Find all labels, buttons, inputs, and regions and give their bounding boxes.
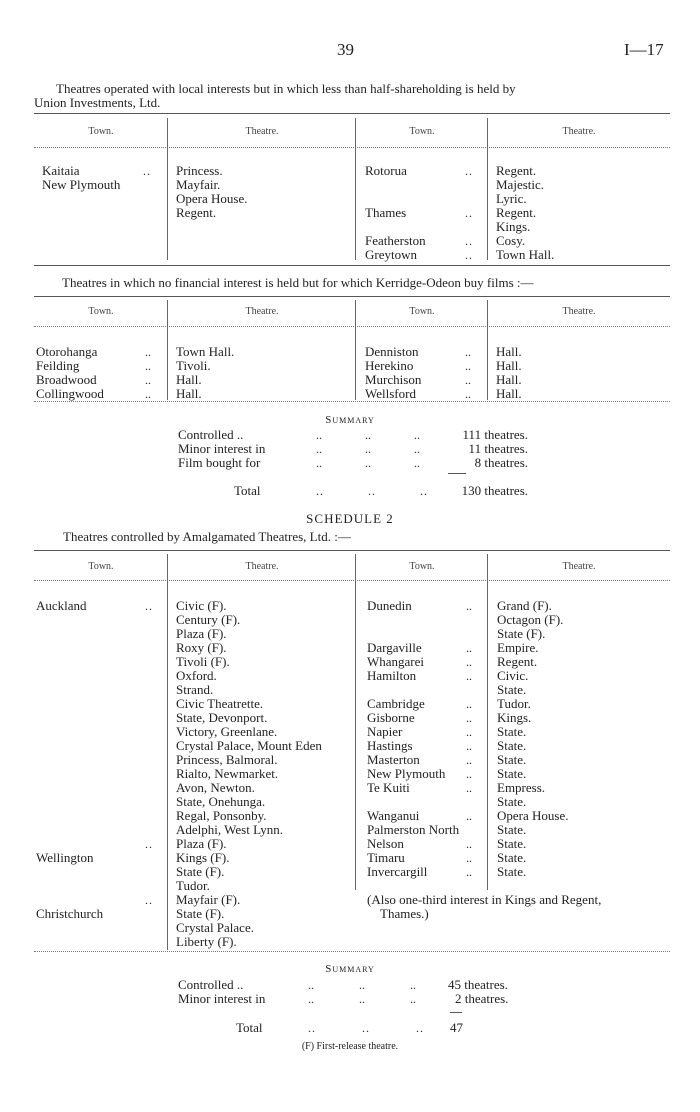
- schedule2-col-divider-2: [355, 554, 356, 890]
- section2-header-rule: [34, 326, 670, 327]
- section2-right-theatres: [496, 345, 522, 401]
- table-cell-theatre: Hall.: [496, 386, 522, 401]
- schedule2-top-rule: [34, 550, 670, 551]
- table-cell-theatre: Crystal Palace.: [176, 920, 254, 935]
- summary-value: 111 theatres.: [462, 427, 528, 442]
- schedule2-col-divider-1: [167, 554, 168, 950]
- section2-col-divider-3: [487, 300, 488, 400]
- table-cell-town: Thames: [365, 205, 407, 220]
- schedule2-header-rule: [34, 580, 670, 581]
- table-cell-theatre: State, Devonport.: [176, 710, 268, 725]
- table-cell-town: Herekino: [365, 358, 414, 373]
- table-cell-theatre: Hall.: [496, 344, 522, 359]
- summary-value: 2 theatres.: [455, 991, 509, 1006]
- leader-dots: .. .. ..: [316, 484, 428, 498]
- section1-header-town-right: Town.: [409, 126, 435, 137]
- table-cell-theatre: Civic Theatrette.: [176, 696, 264, 711]
- schedule2-left-theatres: [176, 599, 322, 949]
- table-cell-town: Dunedin: [367, 598, 412, 613]
- table-cell-theatre: State.: [497, 850, 527, 865]
- table-cell-town: [365, 192, 426, 206]
- table-cell-town: Featherston: [365, 233, 426, 248]
- table-cell-town: Auckland: [36, 598, 87, 613]
- table-cell-theatre: Strand.: [176, 682, 214, 697]
- summary2-title: Summary: [325, 963, 375, 975]
- table-cell-town: Christchurch: [36, 906, 104, 921]
- leader-dots: ..: [465, 206, 473, 220]
- table-cell-theatre: Majestic.: [496, 177, 545, 192]
- schedule2-header-theatre-right: Theatre.: [562, 561, 596, 572]
- section1-header-theatre-right: Theatre.: [562, 126, 596, 137]
- table-cell-town: Nelson: [367, 836, 404, 851]
- section1-left-towns: [42, 164, 120, 192]
- section1-intro-line2: Union Investments, Ltd.: [34, 95, 161, 110]
- summary-label: Controlled ..: [178, 427, 244, 442]
- section2-left-theatres: [176, 345, 234, 401]
- section2-bottom-rule: [34, 401, 670, 402]
- section1-intro-line1: Theatres operated with local interests but in which less than half-shareholding is held by: [56, 81, 516, 96]
- table-cell-theatre: Plaza (F).: [176, 836, 227, 851]
- table-cell-town: Whangarei: [367, 654, 425, 669]
- table-cell-theatre: Town Hall.: [176, 344, 235, 359]
- section2-left-leaders: .. .. .. ..: [145, 345, 151, 401]
- section1-col-divider-2: [355, 118, 356, 260]
- footnote: (F) First-release theatre.: [301, 1041, 399, 1052]
- table-cell-theatre: Mayfair (F).: [176, 892, 241, 907]
- table-cell-theatre: Roxy (F).: [176, 640, 227, 655]
- section1-right-towns: [365, 164, 426, 262]
- table-cell-theatre: Kings (F).: [176, 850, 230, 865]
- summary-label: Minor interest in: [178, 441, 266, 456]
- table-cell-town: Denniston: [365, 344, 419, 359]
- table-cell-theatre: Regent.: [496, 205, 537, 220]
- schedule2-left-towns: [36, 599, 103, 921]
- table-cell-theatre: State.: [497, 794, 527, 809]
- table-cell-theatre: Hall.: [496, 372, 522, 387]
- table-cell-town: Wellington: [36, 850, 94, 865]
- summary-label: Controlled ..: [178, 977, 244, 992]
- table-cell-theatre: Hall.: [496, 358, 522, 373]
- table-cell-theatre: Mayfair.: [176, 177, 221, 192]
- table-cell-town: Te Kuiti: [367, 780, 410, 795]
- schedule2-col-divider-3: [487, 554, 488, 890]
- table-cell-theatre: State (F).: [176, 864, 225, 879]
- table-cell-theatre: State.: [497, 766, 527, 781]
- table-cell-theatre: Rialto, Newmarket.: [176, 766, 279, 781]
- table-cell-town: Hastings: [367, 738, 413, 753]
- table-cell-theatre: State.: [497, 724, 527, 739]
- section1-left-theatres: [176, 164, 247, 220]
- table-cell-theatre: Adelphi, West Lynn.: [176, 822, 284, 837]
- table-cell-theatre: Plaza (F).: [176, 626, 227, 641]
- table-cell-town: Dargaville: [367, 640, 422, 655]
- schedule2-bottom-rule: [34, 951, 670, 952]
- table-cell-theatre: Victory, Greenlane.: [176, 724, 278, 739]
- table-cell-theatre: Tudor.: [497, 696, 531, 711]
- table-cell-theatre: Tivoli.: [176, 358, 211, 373]
- table-cell-theatre: Crystal Palace, Mount Eden: [176, 738, 322, 753]
- section2-left-towns: [36, 345, 104, 401]
- summary1-leaders: .. .. .. .. .. .. .. .. ..: [316, 428, 420, 470]
- summary2-total-label: Total: [236, 1020, 263, 1035]
- table-cell-theatre: Regent.: [496, 163, 537, 178]
- section2-header-theatre-right: Theatre.: [562, 306, 596, 317]
- table-cell-theatre: Octagon (F).: [497, 612, 564, 627]
- table-cell-theatre: State, Onehunga.: [176, 794, 266, 809]
- leader-dots: .. .. ..: [308, 1021, 424, 1035]
- table-cell-theatre: Opera House.: [497, 808, 569, 823]
- table-cell-theatre: Regal, Ponsonby.: [176, 808, 267, 823]
- table-cell-theatre: Avon, Newton.: [176, 780, 255, 795]
- section1-header-rule: [34, 147, 670, 148]
- table-cell-theatre: State.: [497, 682, 527, 697]
- section2-right-towns: [365, 345, 421, 401]
- table-cell-theatre: Tudor.: [176, 878, 210, 893]
- leader-dots: ..: [143, 164, 151, 178]
- leader-dots: ..: [145, 599, 153, 613]
- table-cell-theatre: State.: [497, 836, 527, 851]
- table-cell-theatre: Town Hall.: [496, 247, 555, 262]
- summary2-total-rule: [450, 1012, 462, 1013]
- section2-header-theatre-left: Theatre.: [245, 306, 279, 317]
- summary2-values: [448, 978, 508, 1006]
- table-cell-theatre: Cosy.: [496, 233, 526, 248]
- summary-label: Minor interest in: [178, 991, 266, 1006]
- section1-right-theatres: [496, 164, 554, 262]
- leader-dots: ..: [145, 837, 153, 851]
- table-cell-town: Masterton: [367, 752, 420, 767]
- section1-col-divider-1: [167, 118, 168, 260]
- table-cell-theatre: Civic.: [497, 668, 529, 683]
- summary-label: Film bought for: [178, 455, 261, 470]
- table-cell-theatre: State (F).: [176, 906, 225, 921]
- table-cell-town: Feilding: [36, 358, 80, 373]
- schedule2-header-theatre-left: Theatre.: [245, 561, 279, 572]
- table-cell-town: Gisborne: [367, 710, 415, 725]
- table-cell-town: Cambridge: [367, 696, 425, 711]
- table-cell-town: Kaitaia: [42, 163, 80, 178]
- summary1-labels: [178, 428, 265, 470]
- table-cell-theatre: Princess.: [176, 163, 223, 178]
- section2-col-divider-2: [355, 300, 356, 400]
- table-cell-theatre: Lyric.: [496, 191, 527, 206]
- table-cell-town: Wanganui: [367, 808, 420, 823]
- table-cell-town: Invercargill: [367, 864, 428, 879]
- summary1-total-label: Total: [234, 483, 261, 498]
- summary-value: 11 theatres.: [468, 441, 528, 456]
- table-cell-town: New Plymouth: [367, 766, 446, 781]
- schedule2-intro: Theatres controlled by Amalgamated Theatres, Ltd. :—: [63, 529, 351, 544]
- table-cell-town: [365, 220, 426, 234]
- table-cell-theatre: Regent.: [497, 654, 538, 669]
- schedule2-right-towns: [367, 599, 459, 879]
- table-cell-theatre: Kings.: [497, 710, 532, 725]
- summary2-labels: [178, 978, 265, 1006]
- summary2-total-value: 47: [450, 1020, 463, 1035]
- table-cell-town: Timaru: [367, 850, 405, 865]
- section1-header-theatre-left: Theatre.: [245, 126, 279, 137]
- table-cell-theatre: Tivoli (F).: [176, 654, 230, 669]
- table-cell-theatre: Hall.: [176, 386, 202, 401]
- table-cell-town: New Plymouth: [42, 177, 121, 192]
- table-cell-theatre: Empress.: [497, 780, 546, 795]
- summary-value: 45 theatres.: [448, 977, 508, 992]
- table-cell-theatre: Empire.: [497, 640, 539, 655]
- table-cell-theatre: State.: [497, 752, 527, 767]
- leader-dots: ..: [145, 893, 153, 907]
- table-cell-theatre: Opera House.: [176, 191, 248, 206]
- schedule2-note-line2: Thames.): [380, 906, 429, 921]
- table-cell-theatre: Princess, Balmoral.: [176, 752, 278, 767]
- section2-top-rule: [34, 296, 670, 297]
- page-reference: I—17: [624, 40, 664, 59]
- table-cell-theatre: Liberty (F).: [176, 934, 237, 949]
- section2-header-town-right: Town.: [409, 306, 435, 317]
- table-cell-theatre: State.: [497, 822, 527, 837]
- table-cell-theatre: State (F).: [497, 626, 546, 641]
- table-cell-town: Collingwood: [36, 386, 104, 401]
- table-cell-town: Rotorua: [365, 163, 407, 178]
- table-cell-town: Broadwood: [36, 372, 97, 387]
- page-number: 39: [337, 40, 354, 59]
- table-cell-theatre: Hall.: [176, 372, 202, 387]
- table-cell-town: [365, 178, 426, 192]
- table-cell-theatre: State.: [497, 864, 527, 879]
- section2-header-town-left: Town.: [88, 306, 114, 317]
- schedule2-title: SCHEDULE 2: [306, 511, 394, 526]
- table-cell-theatre: Grand (F).: [497, 598, 552, 613]
- table-cell-town: Wellsford: [365, 386, 416, 401]
- section1-top-rule: [34, 113, 670, 114]
- summary2-leaders: .. .. .. .. .. ..: [308, 978, 416, 1006]
- section1-bottom-rule: [34, 265, 670, 266]
- table-cell-town: Palmerston North: [367, 822, 460, 837]
- schedule2-note-line1: (Also one-third interest in Kings and Regent,: [367, 892, 602, 907]
- table-cell-town: Greytown: [365, 247, 417, 262]
- section2-col-divider-1: [167, 300, 168, 400]
- summary-value: 8 theatres.: [474, 455, 528, 470]
- table-cell-theatre: State.: [497, 738, 527, 753]
- schedule2-header-town-left: Town.: [88, 561, 114, 572]
- section2-intro: Theatres in which no financial interest is held but for which Kerridge-Odeon buy films :—: [62, 275, 534, 290]
- summary1-values: [443, 428, 528, 470]
- table-cell-theatre: Oxford.: [176, 668, 217, 683]
- leader-dots: ..: [465, 248, 473, 262]
- schedule2-right-theatres: [497, 599, 568, 879]
- section1-header-town-left: Town.: [88, 126, 114, 137]
- section1-col-divider-3: [487, 118, 488, 260]
- summary1-title: Summary: [325, 414, 375, 426]
- table-cell-theatre: Kings.: [496, 219, 531, 234]
- table-cell-theatre: Century (F).: [176, 612, 241, 627]
- table-cell-theatre: Regent.: [176, 205, 217, 220]
- schedule2-right-leaders: .. .. .. .. .. .. .. .. .. .. .. .. .. .. ..: [466, 599, 472, 879]
- table-cell-town: Murchison: [365, 372, 422, 387]
- summary1-total-rule: [448, 473, 466, 474]
- schedule2-header-town-right: Town.: [409, 561, 435, 572]
- summary1-total-value: 130 theatres.: [461, 483, 528, 498]
- leader-dots: ..: [465, 164, 473, 178]
- table-cell-town: Napier: [367, 724, 403, 739]
- leader-dots: ..: [465, 234, 473, 248]
- section2-right-leaders: .. .. .. ..: [465, 345, 471, 401]
- table-cell-town: Hamilton: [367, 668, 417, 683]
- table-cell-town: Otorohanga: [36, 344, 98, 359]
- table-cell-theatre: Civic (F).: [176, 598, 227, 613]
